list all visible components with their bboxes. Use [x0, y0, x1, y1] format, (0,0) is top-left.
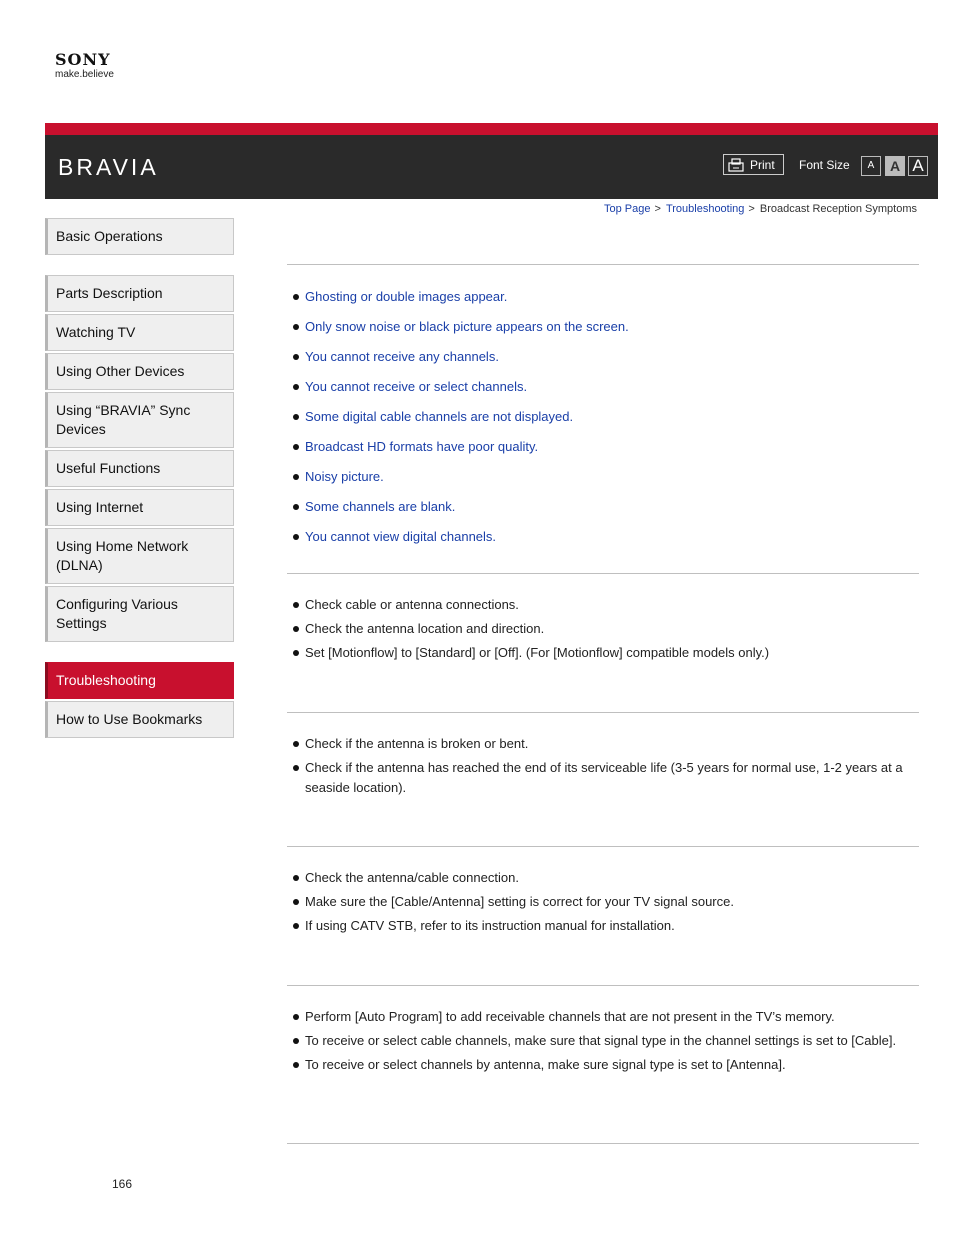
solution-item: Check the antenna/cable connection.	[287, 868, 919, 888]
solution-item: Check if the antenna is broken or bent.	[287, 734, 919, 754]
solution-list	[287, 734, 919, 798]
font-size-label: Font Size	[799, 158, 850, 172]
solution-item: Set [Motionflow] to [Standard] or [Off]. (For [Motionflow] compatible models only.)	[287, 643, 919, 663]
sidebar-item-using-internet[interactable]: Using Internet	[45, 489, 234, 526]
solution-item: Make sure the [Cable/Antenna] setting is correct for your TV signal source.	[287, 892, 919, 912]
solution-list	[287, 868, 919, 936]
sidebar-item-basic-operations[interactable]: Basic Operations	[45, 218, 234, 255]
symptom-link[interactable]: You cannot receive or select channels.	[287, 377, 919, 397]
symptom-list-section	[287, 264, 919, 573]
header-banner	[45, 135, 938, 199]
font-size-large-button[interactable]: A	[908, 156, 928, 176]
breadcrumb-troubleshooting[interactable]: Troubleshooting	[665, 203, 745, 215]
symptom-link-list	[287, 287, 919, 547]
breadcrumb-current: Broadcast Reception Symptoms	[759, 203, 917, 215]
breadcrumb-separator: >	[654, 203, 661, 215]
symptom-link[interactable]: You cannot receive any channels.	[287, 347, 919, 367]
breadcrumb-top-page[interactable]: Top Page	[604, 203, 651, 215]
solution-item: To receive or select cable channels, make sure that signal type in the channel settings is set to [Cable].	[287, 1031, 919, 1051]
sidebar-item-parts-description[interactable]: Parts Description	[45, 275, 234, 312]
banner-accent-strip	[45, 123, 938, 135]
sidebar-item-configuring-settings[interactable]: Configuring Various Settings	[45, 586, 234, 642]
sony-brand: SONY	[55, 50, 111, 69]
solution-section	[287, 846, 919, 985]
solution-list	[287, 595, 919, 663]
solution-item: Check cable or antenna connections.	[287, 595, 919, 615]
sidebar-nav	[45, 218, 234, 738]
sidebar-item-using-other-devices[interactable]: Using Other Devices	[45, 353, 234, 390]
page-number: 166	[112, 1177, 133, 1191]
sidebar-item-bookmarks[interactable]: How to Use Bookmarks	[45, 701, 234, 738]
sidebar-item-home-network[interactable]: Using Home Network (DLNA)	[45, 528, 234, 584]
sony-tagline: make.believe	[55, 69, 114, 80]
solution-list	[287, 1007, 919, 1075]
solution-item: If using CATV STB, refer to its instruction manual for installation.	[287, 916, 919, 936]
sony-logo	[55, 52, 114, 81]
symptom-link[interactable]: Broadcast HD formats have poor quality.	[287, 437, 919, 457]
sidebar-item-useful-functions[interactable]: Useful Functions	[45, 450, 234, 487]
solution-section	[287, 985, 919, 1143]
sidebar-item-bravia-sync[interactable]: Using “BRAVIA” Sync Devices	[45, 392, 234, 448]
solution-item: Check the antenna location and direction.	[287, 619, 919, 639]
section-divider	[287, 1143, 919, 1144]
solution-section	[287, 573, 919, 712]
symptom-link[interactable]: Only snow noise or black picture appears on the screen.	[287, 317, 919, 337]
print-button[interactable]	[723, 154, 784, 175]
bravia-logo: BRAVIA	[58, 154, 159, 180]
solution-section	[287, 712, 919, 846]
breadcrumb	[604, 203, 917, 216]
symptom-link[interactable]: You cannot view digital channels.	[287, 527, 919, 547]
symptom-link[interactable]: Ghosting or double images appear.	[287, 287, 919, 307]
font-size-medium-button[interactable]: A	[885, 156, 905, 176]
sidebar-item-troubleshooting[interactable]: Troubleshooting	[45, 662, 234, 699]
main-content	[287, 264, 919, 1144]
print-label: Print	[750, 158, 775, 172]
symptom-link[interactable]: Some digital cable channels are not displayed.	[287, 407, 919, 427]
solution-item: Check if the antenna has reached the end of its serviceable life (3-5 years for normal use, 1-2 years at a seaside location).	[287, 758, 919, 798]
font-size-small-button[interactable]: A	[861, 156, 881, 176]
symptom-link[interactable]: Noisy picture.	[287, 467, 919, 487]
sidebar-item-watching-tv[interactable]: Watching TV	[45, 314, 234, 351]
solution-item: To receive or select channels by antenna, make sure signal type is set to [Antenna].	[287, 1055, 919, 1075]
breadcrumb-separator: >	[748, 203, 755, 215]
symptom-link[interactable]: Some channels are blank.	[287, 497, 919, 517]
print-icon	[728, 158, 744, 179]
solution-item: Perform [Auto Program] to add receivable channels that are not present in the TV’s memory.	[287, 1007, 919, 1027]
